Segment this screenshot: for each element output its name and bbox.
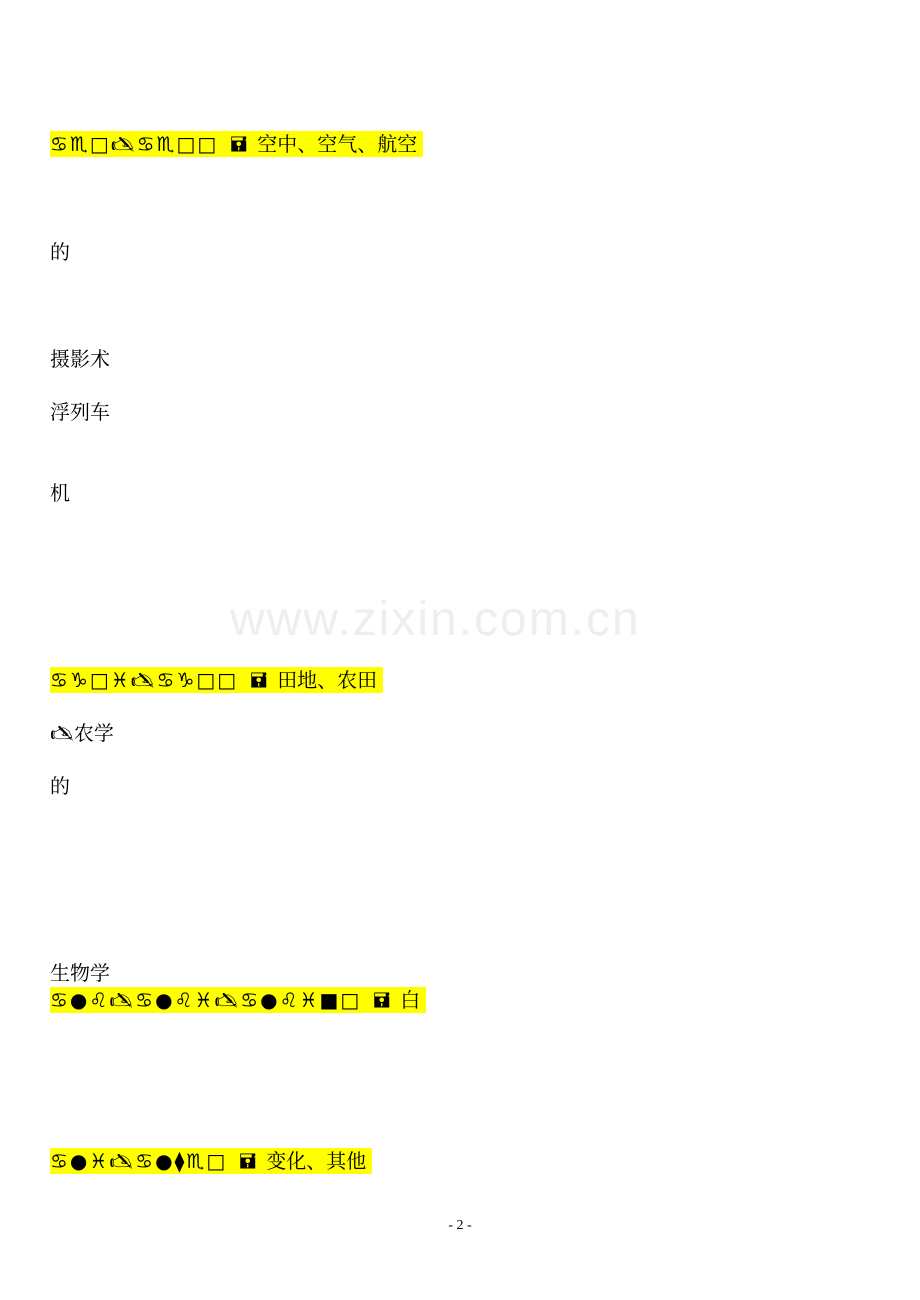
watermark: www.zixin.com.cn <box>230 593 641 646</box>
floppy-icon: 🖬 <box>373 988 391 1012</box>
floppy-icon: 🖬 <box>250 668 268 692</box>
section-heading-title: 田地、农田 <box>277 668 378 692</box>
section-heading <box>50 987 426 1013</box>
entry-meaning-continued: 机 <box>50 481 70 505</box>
section-heading-title: 空中、空气、航空 <box>257 132 418 156</box>
floppy-icon: 🖬 <box>230 132 248 156</box>
entry-meaning-continued: 的 <box>50 240 70 264</box>
section-heading <box>50 131 423 157</box>
section-heading-symbols: ♋♏□🖎♋♏□□ <box>50 132 219 156</box>
section-heading-symbols: ♋♑□♓🖎♋♑□□ <box>50 668 239 692</box>
entry-meaning-continued: 摄影术 <box>50 347 110 371</box>
section-heading-symbols: ♋●♌🖎♋●♌♓🖎♋●♌♓■□ <box>50 988 362 1012</box>
entry-meaning-continued: 生物学 <box>50 961 110 985</box>
page-number: - 2 - <box>448 1218 472 1233</box>
entry-meaning-continued: 的 <box>50 774 70 798</box>
section-heading <box>50 667 383 693</box>
section-heading-title: 白 <box>400 988 421 1012</box>
section-heading-title: 变化、其他 <box>266 1149 367 1173</box>
entry-meaning-continued: 🖎农学 <box>50 721 114 745</box>
section-heading <box>50 1148 372 1174</box>
floppy-icon: 🖬 <box>239 1149 257 1173</box>
entry-meaning-continued: 浮列车 <box>50 400 110 424</box>
section-heading-symbols: ♋●♓🖎♋●⧫♏□ <box>50 1149 228 1173</box>
